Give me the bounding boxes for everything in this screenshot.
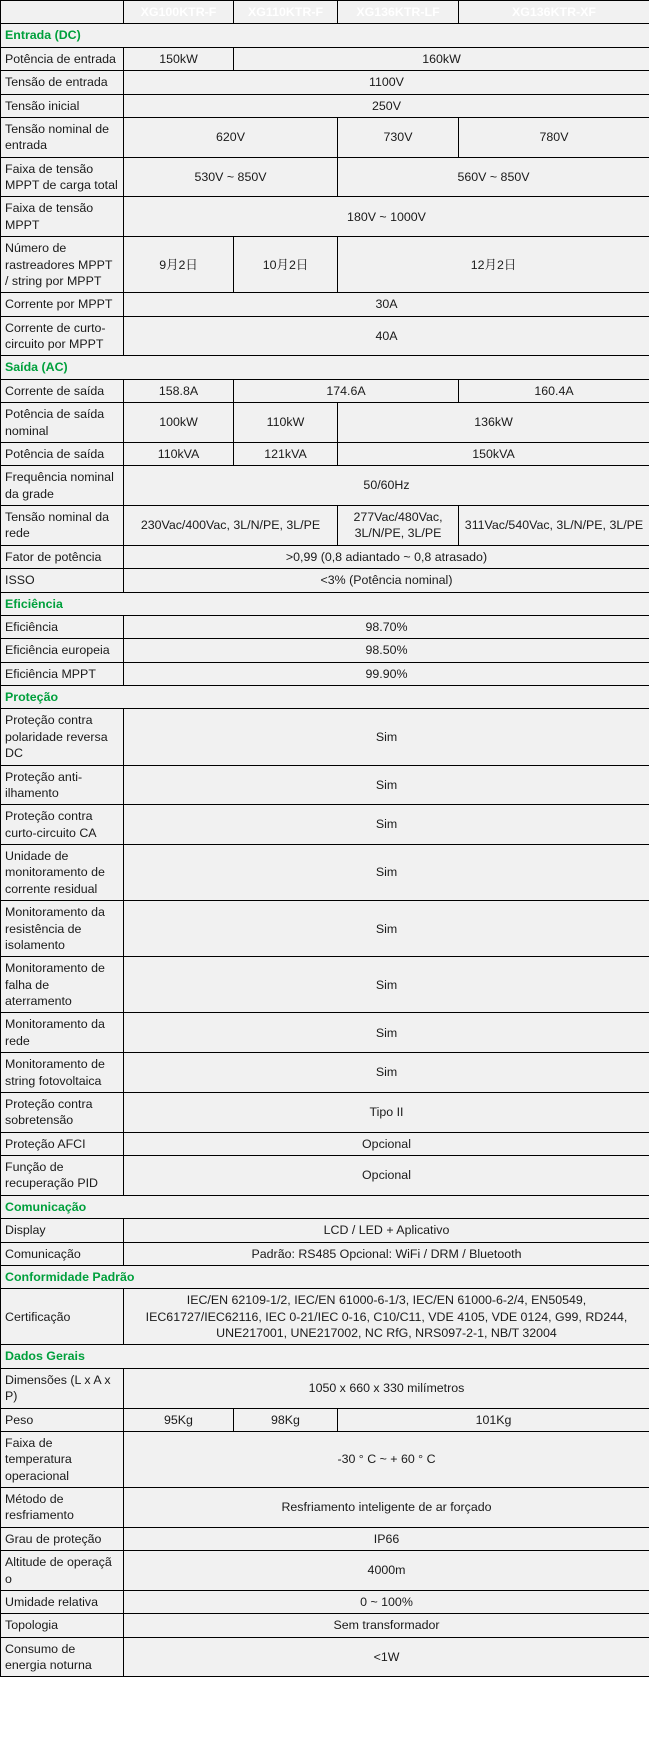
spec-value: <1W	[124, 1637, 649, 1677]
section-title: Saída (AC)	[1, 356, 649, 379]
spec-label: Altitude de operaçã o	[1, 1551, 124, 1591]
spec-label: Frequência nominal da grade	[1, 466, 124, 506]
spec-label: Faixa de tensão MPPT	[1, 197, 124, 237]
table-row	[1, 506, 649, 546]
section-title: Eficiência	[1, 592, 649, 615]
spec-value: Opcional	[124, 1156, 649, 1196]
table-row	[1, 71, 649, 94]
spec-label: Display	[1, 1219, 124, 1242]
spec-label: Grau de proteção	[1, 1527, 124, 1550]
spec-label: Eficiência europeia	[1, 639, 124, 662]
spec-value: 150kVA	[338, 442, 649, 465]
spec-value: Resfriamento inteligente de ar forçado	[124, 1488, 649, 1528]
table-row	[1, 957, 649, 1013]
section-header-row	[1, 1265, 649, 1288]
table-row	[1, 1053, 649, 1093]
spec-value: Tipo II	[124, 1092, 649, 1132]
table-row	[1, 639, 649, 662]
section-header-row	[1, 356, 649, 379]
table-row	[1, 1242, 649, 1265]
spec-value: 160.4A	[459, 379, 649, 402]
spec-value: 620V	[124, 117, 338, 157]
spec-label: Unidade de monitoramento de corrente residual	[1, 845, 124, 901]
table-row	[1, 94, 649, 117]
table-row	[1, 293, 649, 316]
table-row	[1, 1368, 649, 1408]
spec-label: Monitoramento de string fotovoltaica	[1, 1053, 124, 1093]
spec-label: Proteção anti-ilhamento	[1, 765, 124, 805]
spec-value: Sim	[124, 1053, 649, 1093]
table-row	[1, 1132, 649, 1155]
spec-value: 174.6A	[234, 379, 459, 402]
table-row	[1, 901, 649, 957]
spec-value: 150kW	[124, 47, 234, 70]
spec-value: 1100V	[124, 71, 649, 94]
table-row	[1, 1551, 649, 1591]
spec-value: 180V ~ 1000V	[124, 197, 649, 237]
spec-value: 250V	[124, 94, 649, 117]
spec-value: 9月2日	[124, 237, 234, 293]
spec-label: Faixa de tensão MPPT de carga total	[1, 157, 124, 197]
spec-value: >0,99 (0,8 adiantado ~ 0,8 atrasado)	[124, 545, 649, 568]
spec-value: 30A	[124, 293, 649, 316]
table-row	[1, 1431, 649, 1487]
spec-label: Número de rastreadores MPPT / string por MPPT	[1, 237, 124, 293]
spec-value: Sim	[124, 805, 649, 845]
spec-table-body	[1, 1, 649, 1677]
spec-label: Função de recuperação PID	[1, 1156, 124, 1196]
spec-value: 160kW	[234, 47, 649, 70]
spec-value: 730V	[338, 117, 459, 157]
table-row	[1, 47, 649, 70]
spec-label: Tensão nominal de entrada	[1, 117, 124, 157]
spec-value: 136kW	[338, 403, 649, 443]
spec-label: Eficiência MPPT	[1, 662, 124, 685]
spec-value: 560V ~ 850V	[338, 157, 649, 197]
spec-value: Sim	[124, 709, 649, 765]
spec-label: Monitoramento de falha de aterramento	[1, 957, 124, 1013]
spec-label: Proteção AFCI	[1, 1132, 124, 1155]
table-row	[1, 379, 649, 402]
spec-value: -30 ° C ~ + 60 ° C	[124, 1431, 649, 1487]
spec-label: Potência de saída	[1, 442, 124, 465]
spec-value: 121kVA	[234, 442, 338, 465]
spec-value: 0 ~ 100%	[124, 1590, 649, 1613]
spec-value: Padrão: RS485 Opcional: WiFi / DRM / Bluetooth	[124, 1242, 649, 1265]
spec-label: Dimensões (L x A x P)	[1, 1368, 124, 1408]
spec-value: 10月2日	[234, 237, 338, 293]
spec-value: IP66	[124, 1527, 649, 1550]
spec-value: 95Kg	[124, 1408, 234, 1431]
table-row	[1, 1527, 649, 1550]
table-header-row	[1, 1, 649, 24]
spec-value: 4000m	[124, 1551, 649, 1591]
spec-label: Tensão nominal da rede	[1, 506, 124, 546]
section-title: Proteção	[1, 686, 649, 709]
spec-label: Tensão de entrada	[1, 71, 124, 94]
spec-value: 99.90%	[124, 662, 649, 685]
table-row	[1, 1488, 649, 1528]
spec-value: <3% (Potência nominal)	[124, 569, 649, 592]
spec-label: Topologia	[1, 1614, 124, 1637]
spec-value: Sim	[124, 901, 649, 957]
table-row	[1, 845, 649, 901]
spec-value: 530V ~ 850V	[124, 157, 338, 197]
spec-label: Comunicação	[1, 1242, 124, 1265]
table-row	[1, 1219, 649, 1242]
table-row	[1, 157, 649, 197]
spec-value: 1050 x 660 x 330 milímetros	[124, 1368, 649, 1408]
spec-label: Tensão inicial	[1, 94, 124, 117]
column-header-xg136ktr-xf: XG136KTR-XF	[459, 1, 649, 24]
table-row	[1, 545, 649, 568]
column-header-xg136ktr-lf: XG136KTR-LF	[338, 1, 459, 24]
section-title: Entrada (DC)	[1, 24, 649, 47]
section-header-row	[1, 686, 649, 709]
table-row	[1, 197, 649, 237]
section-header-row	[1, 1345, 649, 1368]
table-row	[1, 403, 649, 443]
section-title: Conformidade Padrão	[1, 1265, 649, 1288]
spec-value: 230Vac/400Vac, 3L/N/PE, 3L/PE	[124, 506, 338, 546]
table-row	[1, 1637, 649, 1677]
table-row	[1, 765, 649, 805]
spec-label: Método de resfriamento	[1, 1488, 124, 1528]
table-row	[1, 1092, 649, 1132]
table-row	[1, 1408, 649, 1431]
spec-value: 40A	[124, 316, 649, 356]
spec-label: Consumo de energia noturna	[1, 1637, 124, 1677]
table-row	[1, 442, 649, 465]
spec-label: Monitoramento da rede	[1, 1013, 124, 1053]
spec-label: Proteção contra curto-circuito CA	[1, 805, 124, 845]
spec-label: Faixa de temperatura operacional	[1, 1431, 124, 1487]
table-row	[1, 1289, 649, 1345]
spec-label: Certificação	[1, 1289, 124, 1345]
spec-value: 311Vac/540Vac, 3L/N/PE, 3L/PE	[459, 506, 649, 546]
section-header-row	[1, 592, 649, 615]
spec-value: Sim	[124, 845, 649, 901]
table-row	[1, 1013, 649, 1053]
table-row	[1, 1590, 649, 1613]
spec-label: Potência de entrada	[1, 47, 124, 70]
spec-label: Umidade relativa	[1, 1590, 124, 1613]
spec-value: Sem transformador	[124, 1614, 649, 1637]
spec-value: Opcional	[124, 1132, 649, 1155]
column-header-xg110ktr-f: XG110KTR-F	[234, 1, 338, 24]
spec-label: ISSO	[1, 569, 124, 592]
section-header-row	[1, 1195, 649, 1218]
spec-value: 100kW	[124, 403, 234, 443]
section-header-row	[1, 24, 649, 47]
spec-value: IEC/EN 62109-1/2, IEC/EN 61000-6-1/3, IEC/EN 61000-6-2/4, EN50549, IEC61727/IEC62116, IEC 0-21/IEC 0-16, C10/C11, VDE 4105, VDE 0124, G99, RD244, UNE217001, UNE217002, NC RfG, NRS097-2-1, NB/T 32004	[124, 1289, 649, 1345]
spec-value: Sim	[124, 1013, 649, 1053]
table-row	[1, 1156, 649, 1196]
spec-value: 98Kg	[234, 1408, 338, 1431]
spec-label: Fator de potência	[1, 545, 124, 568]
table-row	[1, 569, 649, 592]
spec-label: Potência de saída nominal	[1, 403, 124, 443]
spec-value: 12月2日	[338, 237, 649, 293]
spec-value: 110kW	[234, 403, 338, 443]
spec-label: Corrente por MPPT	[1, 293, 124, 316]
spec-value: 110kVA	[124, 442, 234, 465]
table-row	[1, 709, 649, 765]
table-row	[1, 1614, 649, 1637]
table-row	[1, 316, 649, 356]
spec-value: LCD / LED + Aplicativo	[124, 1219, 649, 1242]
table-row	[1, 466, 649, 506]
section-title: Dados Gerais	[1, 1345, 649, 1368]
table-row	[1, 615, 649, 638]
spec-value: 780V	[459, 117, 649, 157]
spec-label: Eficiência	[1, 615, 124, 638]
section-title: Comunicação	[1, 1195, 649, 1218]
spec-label: Corrente de saída	[1, 379, 124, 402]
spec-label: Proteção contra sobretensão	[1, 1092, 124, 1132]
spec-value: Sim	[124, 765, 649, 805]
spec-value: 277Vac/480Vac, 3L/N/PE, 3L/PE	[338, 506, 459, 546]
table-row	[1, 237, 649, 293]
table-row	[1, 805, 649, 845]
spec-value: Sim	[124, 957, 649, 1013]
spec-value: 98.50%	[124, 639, 649, 662]
spec-value: 158.8A	[124, 379, 234, 402]
spec-label: Monitoramento da resistência de isolamento	[1, 901, 124, 957]
spec-value: 50/60Hz	[124, 466, 649, 506]
column-header-xg100ktr-f: XG100KTR-F	[124, 1, 234, 24]
spec-label: Corrente de curto-circuito por MPPT	[1, 316, 124, 356]
spec-label: Peso	[1, 1408, 124, 1431]
spec-label: Proteção contra polaridade reversa DC	[1, 709, 124, 765]
spec-value: 101Kg	[338, 1408, 649, 1431]
table-row	[1, 117, 649, 157]
header-corner-cell	[1, 1, 124, 24]
spec-value: 98.70%	[124, 615, 649, 638]
table-row	[1, 662, 649, 685]
